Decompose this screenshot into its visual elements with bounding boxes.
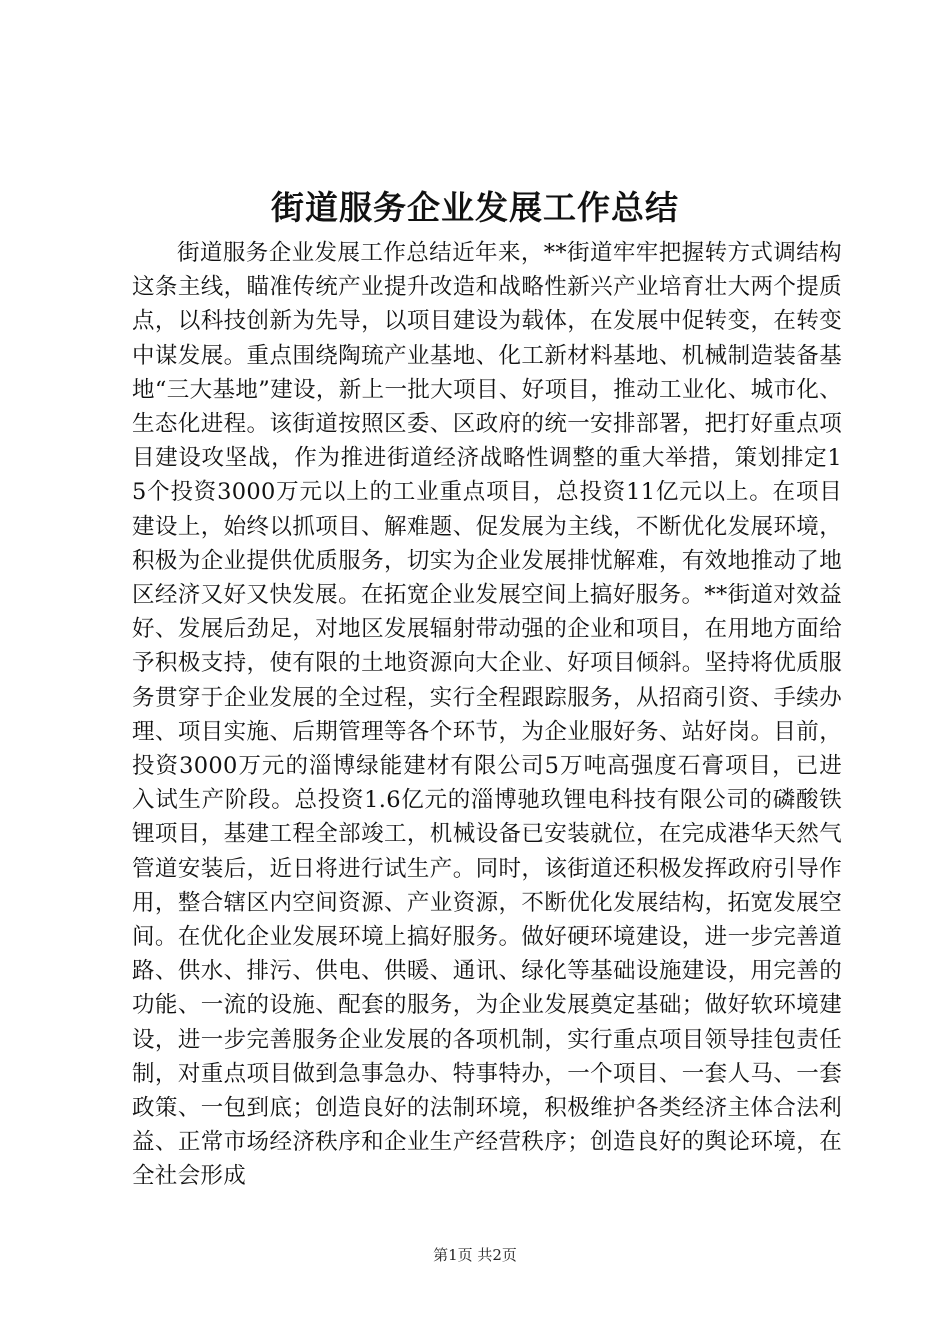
page-footer: 第1页 共2页 [433, 1246, 517, 1264]
document-body-paragraph: 街道服务企业发展工作总结近年来，**街道牢牢把握转方式调结构这条主线，瞄准传统产业提升改造和战略性新兴产业培育壮大两个提质点，以科技创新为先导，以项目建设为载体，在发展中促转变，在转变中谋发展。重点围绕陶琉产业基地、化工新材料基地、机械制造装备基地“三大基地”建设，新上一批大项目、好项目，推动工业化、城市化、生态化进程。该街道按照区委、区政府的统一安排部署，把打好重点项目建设攻坚战，作为推进街道经济战略性调整的重大举措，策划排定15个投资3000万元以上的工业重点项目，总投资11亿元以上。在项目建设上，始终以抓项目、解难题、促发展为主线，不断优化发展环境，积极为企业提供优质服务，切实为企业发展排忧解难，有效地推动了地区经济又好又快发展。在拓宽企业发展空间上搞好服务。**街道对效益好、发展后劲足，对地区发展辐射带动强的企业和项目，在用地方面给予积极支持，使有限的土地资源向大企业、好项目倾斜。坚持将优质服务贯穿于企业发展的全过程，实行全程跟踪服务，从招商引资、手续办理、项目实施、后期管理等各个环节，为企业服好务、站好岗。目前，投资3000万元的淄博绿能建材有限公司5万吨高强度石膏项目，已进入试生产阶段。总投资1.6亿元的淄博驰玖锂电科技有限公司的磷酸铁锂项目，基建工程全部竣工，机械设备已安装就位，在完成港华天然气管道安装后，近日将进行试生产。同时，该街道还积极发挥政府引导作用，整合辖区内空间资源、产业资源，不断优化发展结构，拓宽发展空间。在优化企业发展环境上搞好服务。做好硬环境建设，进一步完善道路、供水、排污、供电、供暖、通讯、绿化等基础设施建设，用完善的功能、一流的设施、配套的服务，为企业发展奠定基础；做好软环境建设，进一步完善服务企业发展的各项机制，实行重点项目领导挂包责任制，对重点项目做到急事急办、特事特办，一个项目、一套人马、一套政策、一包到底；创造良好的法制环境，积极维护各类经济主体合法利益、正常市场经济秩序和企业生产经营秩序；创造良好的舆论环境，在全社会形成 [132, 240, 842, 1190]
document-title: 街道服务企业发展工作总结 [271, 188, 679, 227]
